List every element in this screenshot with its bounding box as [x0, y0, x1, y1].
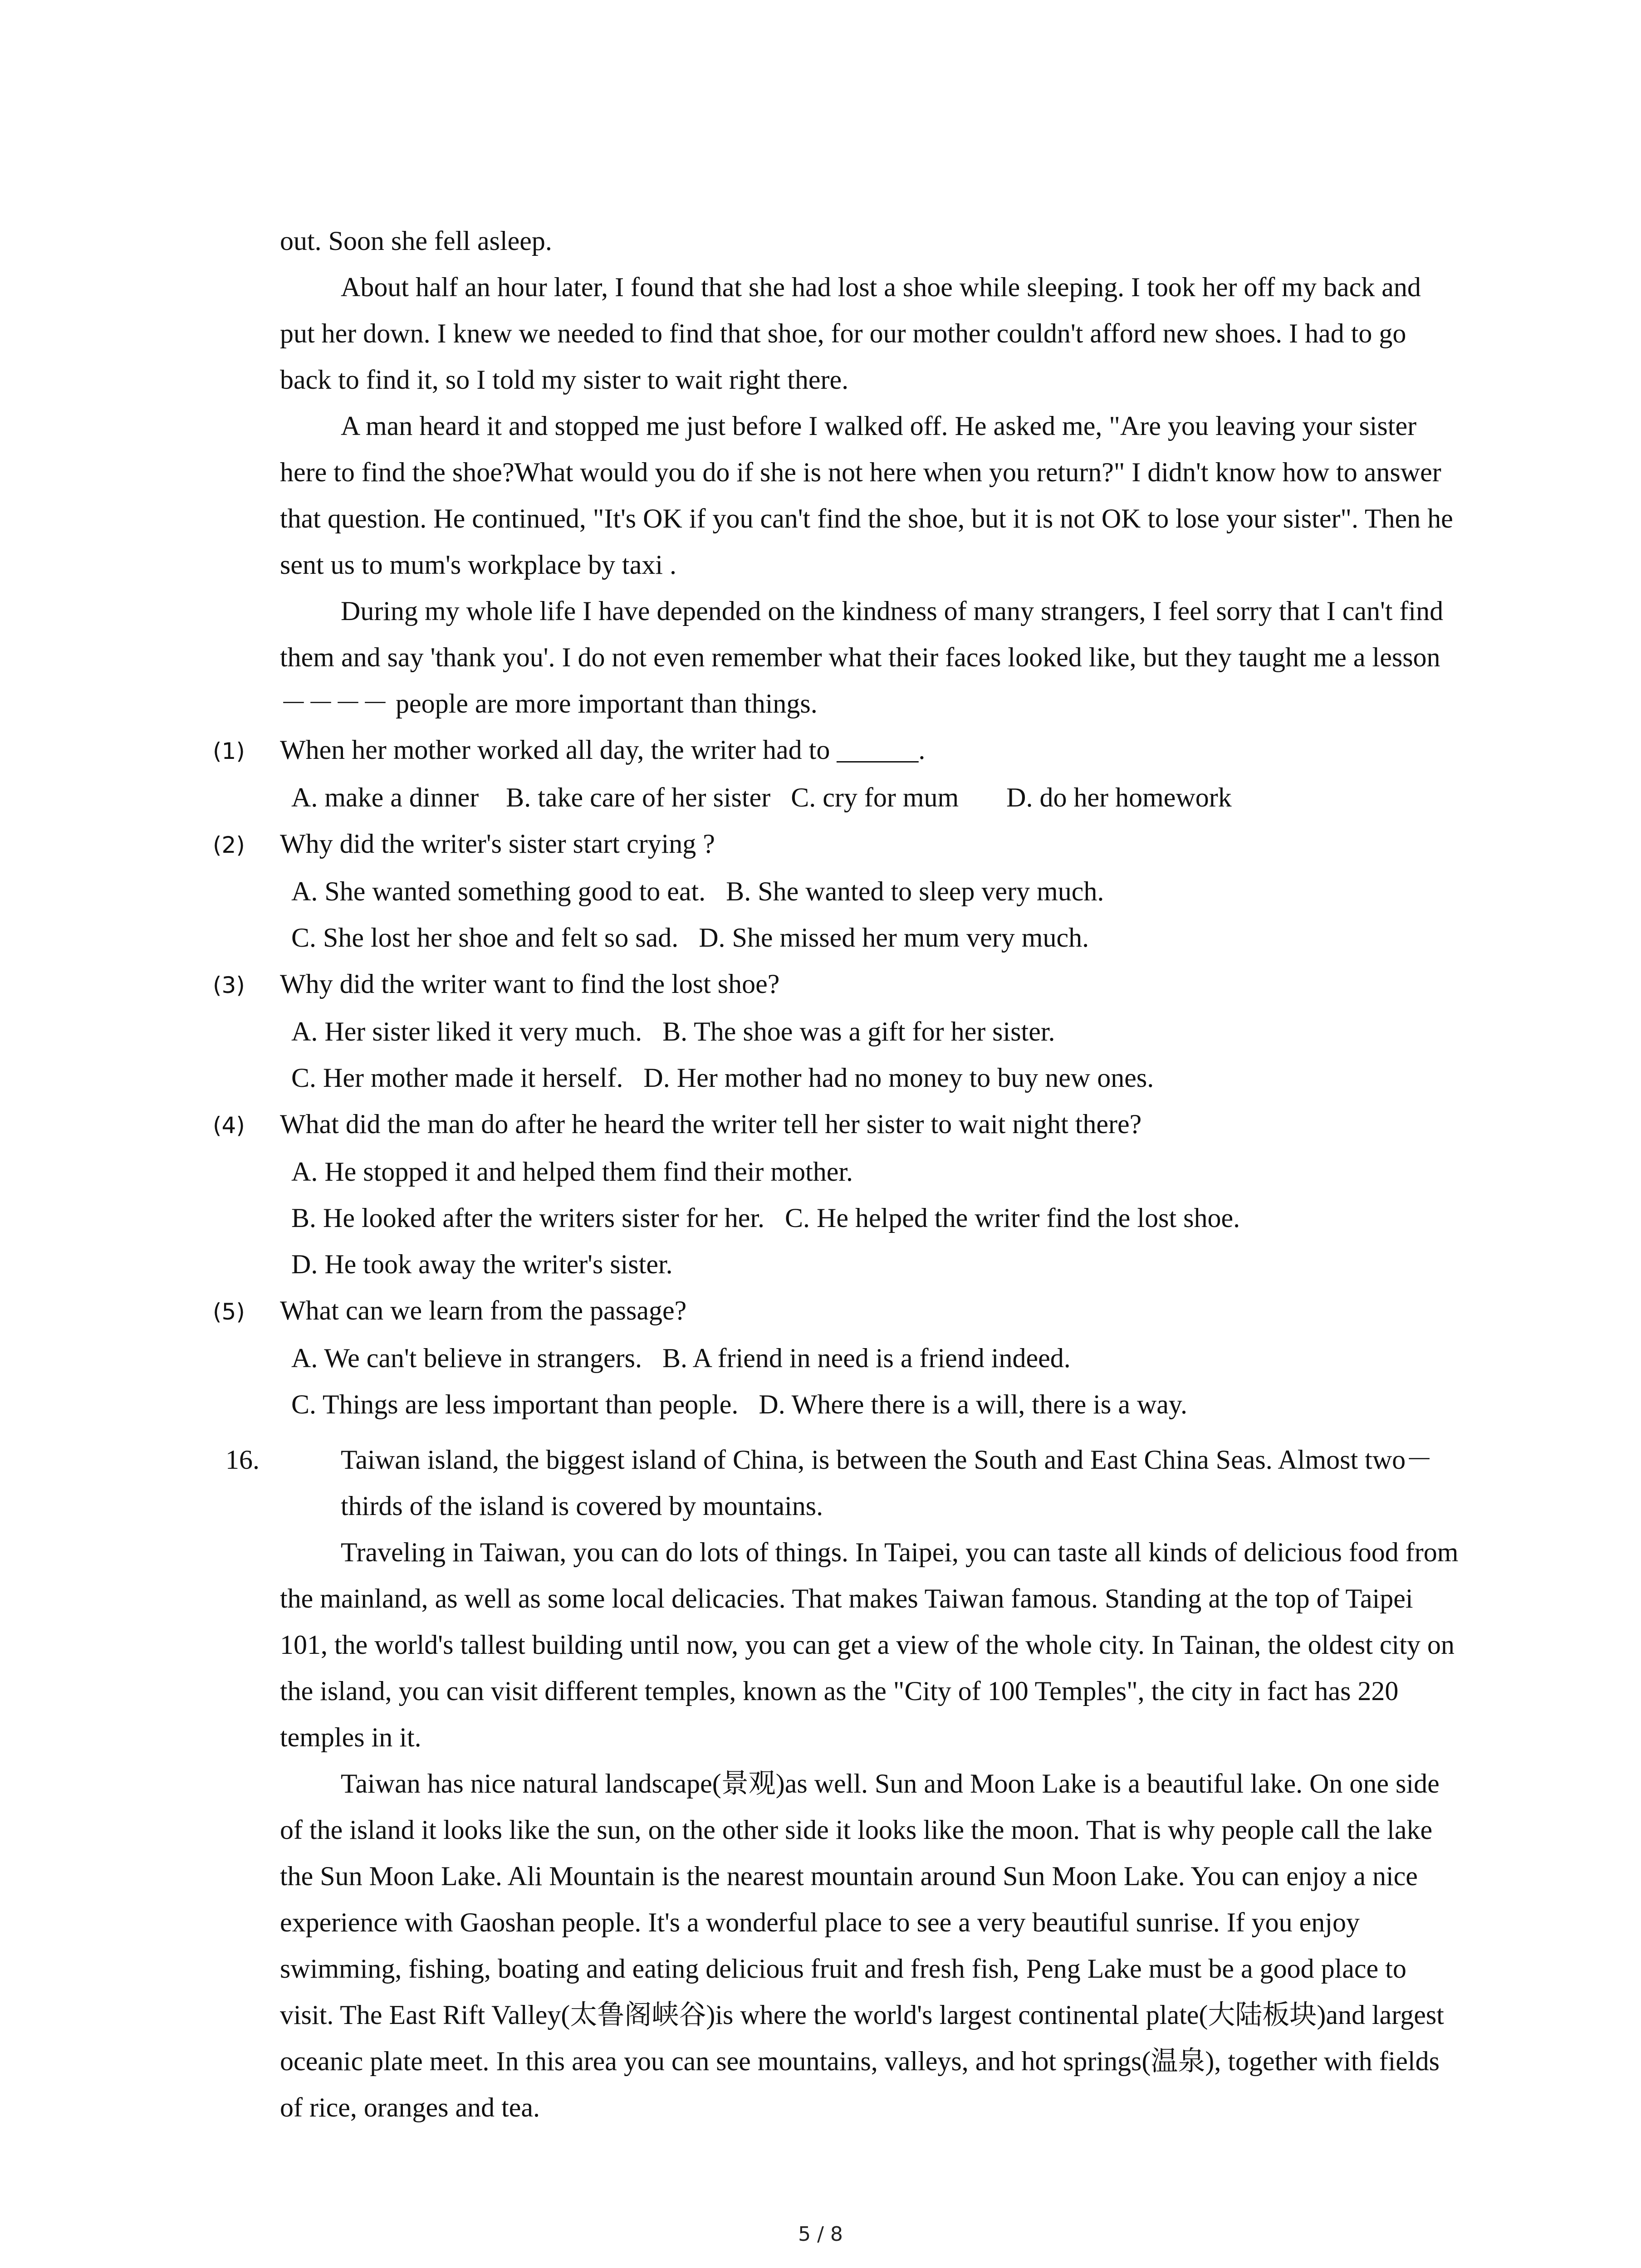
passage-paragraph: Taiwan has nice natural landscape(景观)as well. Sun and Moon Lake is a beautiful lake. On one side of the island it looks like the sun, on the other side it looks like the moon. That is why people call the lake the Sun Moon Lake. Ali Mountain is the nearest mountain around Sun Moon Lake. You can enjoy a nice experience with Gaoshan people. It's a wonderful place to see a very beautiful sunrise. If you enjoy swimming, fishing, boating and eating delicious fruit and fresh fish, Peng Lake must be a good place to visit. The East Rift Valley(太鲁阁峡谷)is where the world's largest continental plate(大陆板块)and largest oceanic plate meet. In this area you can see mountains, valleys, and hot springs(温泉), together with fields of rice, oranges and tea.: [280, 1769, 1444, 2122]
question-4: [213, 1101, 1460, 1287]
answer-options: B. He looked after the writers sister for her. C. He helped the writer find the lost shoe.: [291, 1203, 1240, 1233]
answer-options: A. He stopped it and helped them find their mother.: [291, 1157, 853, 1187]
question-5: [213, 1287, 1460, 1427]
answer-options: C. She lost her shoe and felt so sad. D. She missed her mum very much.: [291, 923, 1089, 953]
section-number: 16.: [225, 1445, 260, 1475]
passage-paragraph: During my whole life I have depended on the kindness of many strangers, I feel sorry that I can't find them and say 'thank you'. I do not even remember what their faces looked like, but they taught me a lesson －－－－ people are more important than things.: [280, 596, 1444, 719]
question-number: (2): [213, 832, 245, 858]
document-body: [213, 218, 1460, 2131]
question-text: What did the man do after he heard the writer tell her sister to wait night there?: [280, 1109, 1142, 1139]
passage-paragraph: About half an hour later, I found that she had lost a shoe while sleeping. I took her off my back and put her down. I knew we needed to find that shoe, for our mother couldn't afford new shoes. I had to go back to find it, so I told my sister to wait right there.: [280, 272, 1421, 395]
passage-paragraph: out. Soon she fell asleep.: [280, 226, 552, 256]
question-1: [213, 727, 1460, 821]
answer-options: A. Her sister liked it very much. B. The shoe was a gift for her sister.: [291, 1017, 1055, 1046]
question-number: (1): [213, 738, 245, 764]
question-2: [213, 821, 1460, 961]
passage-paragraph: Traveling in Taiwan, you can do lots of things. In Taipei, you can taste all kinds of delicious food from the mainland, as well as some local delicacies. That makes Taiwan famous. Standing at the top of Taipei 101, the world's tallest building until now, you can get a view of the whole city. In Tainan, the oldest city on the island, you can visit different temples, known as the "City of 100 Temples", the city in fact has 220 temples in it.: [280, 1537, 1459, 1752]
question-number: (4): [213, 1112, 245, 1139]
question-text: What can we learn from the passage?: [280, 1295, 687, 1325]
section-16: [225, 1437, 1460, 1529]
question-text: When her mother worked all day, the writer had to ______.: [280, 735, 926, 765]
passage-paragraph: A man heard it and stopped me just before I walked off. He asked me, "Are you leaving your sister here to find the shoe?What would you do if she is not here when you return?" I didn't know how to answer that question. He continued, "It's OK if you can't find the shoe, but it is not OK to lose your sister". Then he sent us to mum's workplace by taxi .: [280, 411, 1453, 580]
question-text: Why did the writer want to find the lost shoe?: [280, 969, 780, 999]
page-number: 5 / 8: [798, 2223, 843, 2246]
answer-options: A. She wanted something good to eat. B. She wanted to sleep very much.: [291, 876, 1104, 906]
question-3: [213, 961, 1460, 1101]
answer-options: D. He took away the writer's sister.: [291, 1249, 673, 1279]
answer-options: A. make a dinner B. take care of her sister C. cry for mum D. do her homework: [291, 782, 1232, 812]
question-number: (5): [213, 1299, 245, 1325]
answer-options: C. Her mother made it herself. D. Her mother had no money to buy new ones.: [291, 1063, 1154, 1093]
answer-options: A. We can't believe in strangers. B. A friend in need is a friend indeed.: [291, 1343, 1071, 1373]
question-number: (3): [213, 972, 245, 998]
passage-paragraph: Taiwan island, the biggest island of China, is between the South and East China Seas. Almost two－thirds of the island is covered by mountains.: [341, 1445, 1433, 1521]
question-text: Why did the writer's sister start crying ?: [280, 829, 715, 859]
answer-options: C. Things are less important than people. D. Where there is a will, there is a way.: [291, 1389, 1188, 1419]
